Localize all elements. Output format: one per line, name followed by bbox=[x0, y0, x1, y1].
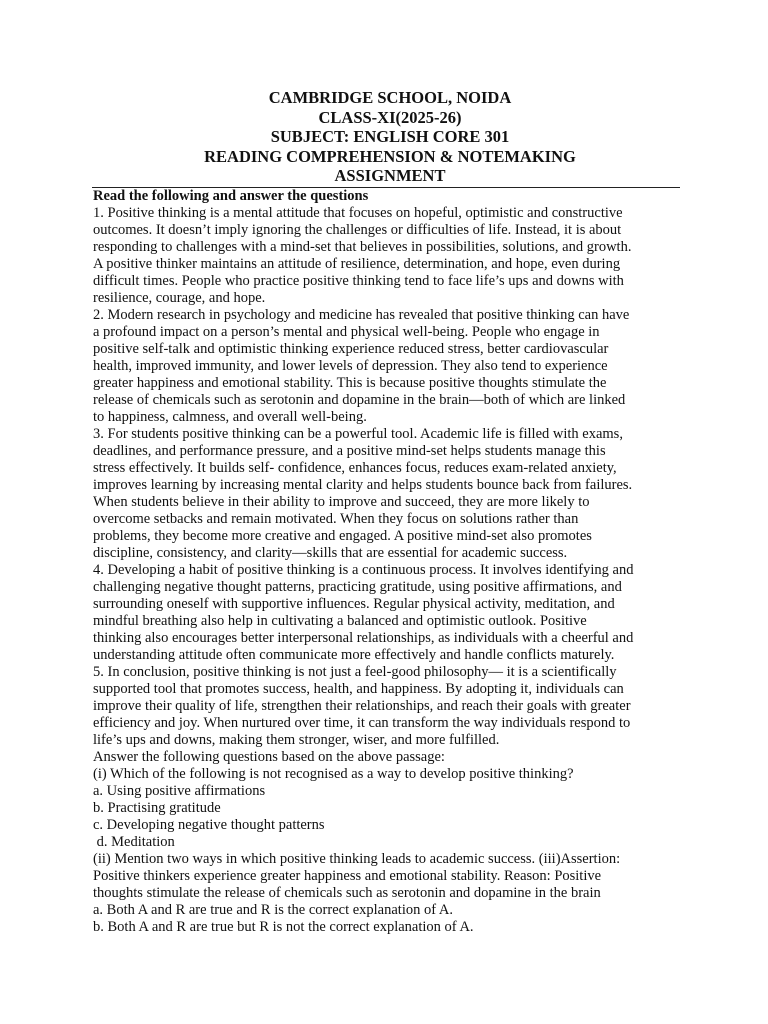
passage-line: thinking also encourages better interpersonal relationships, as individuals with a cheerful and bbox=[93, 629, 634, 646]
class-line: CLASS-XI(2025-26) bbox=[318, 107, 462, 127]
document-header bbox=[101, 88, 679, 186]
passage-line: When students believe in their ability to improve and succeed, they are more likely to bbox=[93, 493, 590, 510]
question-line: c. Developing negative thought patterns bbox=[93, 816, 325, 833]
passage-line: surrounding oneself with supportive influences. Regular physical activity, meditation, and bbox=[93, 595, 615, 612]
passage-line: release of chemicals such as serotonin and dopamine in the brain—both of which are linked bbox=[93, 391, 626, 408]
passage-line: supported tool that promotes success, health, and happiness. By adopting it, individuals can bbox=[93, 680, 624, 697]
question-line: (ii) Mention two ways in which positive thinking leads to academic success. (iii)Assertion: bbox=[93, 850, 621, 867]
passage-line: understanding attitude often communicate more effectively and handle conflicts maturely. bbox=[93, 646, 615, 663]
passage-line: challenging negative thought patterns, practicing gratitude, using positive affirmations, and bbox=[93, 578, 622, 595]
passage-line: overcome setbacks and remain motivated. When they focus on solutions rather than bbox=[93, 510, 579, 527]
passage-line: improves learning by increasing mental clarity and helps students bounce back from failures. bbox=[93, 476, 633, 493]
passage-line: discipline, consistency, and clarity—skills that are essential for academic success. bbox=[93, 544, 568, 561]
questions-section bbox=[93, 749, 679, 936]
passage-line: problems, they become more creative and engaged. A positive mind-set also promotes bbox=[93, 527, 592, 544]
question-line: a. Both A and R are true and R is the correct explanation of A. bbox=[93, 901, 453, 918]
passage-line: 5. In conclusion, positive thinking is not just a feel-good philosophy— it is a scientifically bbox=[93, 663, 617, 680]
assignment-title-line1: READING COMPREHENSION & NOTEMAKING bbox=[204, 146, 576, 166]
assignment-title-line2: ASSIGNMENT bbox=[334, 166, 446, 185]
passage-line: a profound impact on a person’s mental and physical well-being. People who engage in bbox=[93, 323, 600, 340]
instruction-heading: Read the following and answer the questions bbox=[93, 187, 369, 204]
passage-line: deadlines, and performance pressure, and a positive mind-set helps students manage this bbox=[93, 442, 606, 459]
question-line: d. Meditation bbox=[93, 833, 175, 850]
passage-line: positive self-talk and optimistic thinking experience reduced stress, better cardiovascular bbox=[93, 340, 609, 357]
passage-line: improve their quality of life, strengthen their relationships, and reach their goals with greater bbox=[93, 697, 631, 714]
passage bbox=[93, 205, 679, 749]
school-name: CAMBRIDGE SCHOOL, NOIDA bbox=[268, 88, 512, 107]
document-page bbox=[93, 88, 679, 936]
passage-line: 3. For students positive thinking can be a powerful tool. Academic life is filled with exams, bbox=[93, 425, 623, 442]
question-line: b. Practising gratitude bbox=[93, 799, 221, 816]
question-line: b. Both A and R are true but R is not the correct explanation of A. bbox=[93, 918, 474, 935]
passage-line: 4. Developing a habit of positive thinking is a continuous process. It involves identifying and bbox=[93, 561, 634, 578]
passage-line: difficult times. People who practice positive thinking tend to face life’s ups and downs with bbox=[93, 272, 624, 289]
question-line: Answer the following questions based on the above passage: bbox=[93, 748, 445, 765]
question-line: (i) Which of the following is not recognised as a way to develop positive thinking? bbox=[93, 765, 574, 782]
passage-line: to happiness, calmness, and overall well-being. bbox=[93, 408, 367, 425]
subject-line: SUBJECT: ENGLISH CORE 301 bbox=[270, 127, 510, 146]
passage-line: efficiency and joy. When nurtured over time, it can transform the way individuals respond to bbox=[93, 714, 631, 731]
passage-line: responding to challenges with a mind-set that believes in possibilities, solutions, and growth. bbox=[93, 238, 632, 255]
passage-line: stress effectively. It builds self- confidence, enhances focus, reduces exam-related anxiety, bbox=[93, 459, 617, 476]
passage-line: 2. Modern research in psychology and medicine has revealed that positive thinking can have bbox=[93, 306, 630, 323]
passage-line: mindful breathing also help in cultivating a balanced and optimistic outlook. Positive bbox=[93, 612, 587, 629]
passage-line: health, improved immunity, and lower levels of depression. They also tend to experience bbox=[93, 357, 608, 374]
passage-line: life’s ups and downs, making them stronger, wiser, and more fulfilled. bbox=[93, 731, 500, 748]
question-line: a. Using positive affirmations bbox=[93, 782, 266, 799]
passage-line: A positive thinker maintains an attitude of resilience, determination, and hope, even during bbox=[93, 255, 621, 272]
question-line: thoughts stimulate the release of chemicals such as serotonin and dopamine in the brain bbox=[93, 884, 601, 901]
question-line: Positive thinkers experience greater happiness and emotional stability. Reason: Positive bbox=[93, 867, 602, 884]
passage-line: outcomes. It doesn’t imply ignoring the challenges or difficulties of life. Instead, it is about bbox=[93, 221, 622, 238]
passage-line: resilience, courage, and hope. bbox=[93, 289, 266, 306]
passage-line: greater happiness and emotional stability. This is because positive thoughts stimulate the bbox=[93, 374, 607, 391]
passage-line: 1. Positive thinking is a mental attitude that focuses on hopeful, optimistic and constructive bbox=[93, 204, 623, 221]
